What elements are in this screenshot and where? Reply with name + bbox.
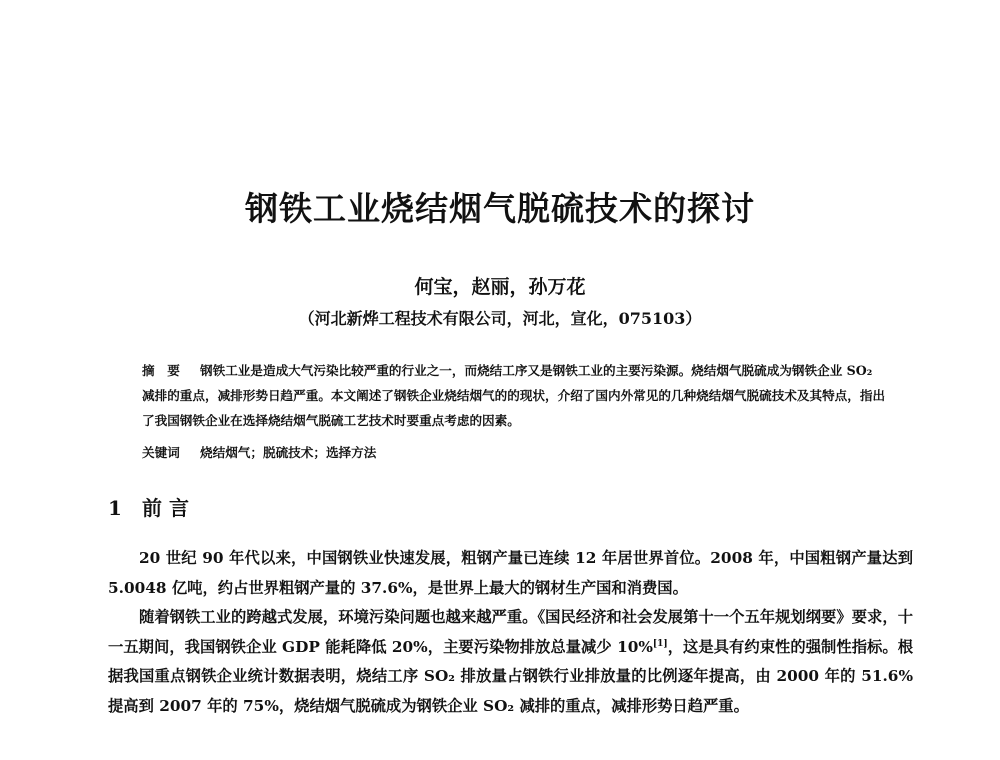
citation-ref: [1] [652, 638, 668, 649]
paragraph-2-part-1: 随着钢铁工业的跨越式发展，环境污染问题也越来越严重。《国民经济和社会发展第十一个五年规划纲要》要求，十一五期间，我国钢铁企业 GDP 能耗降低 20%，主要污染物排放总量减少 10% [108, 608, 913, 656]
paragraph-1: 20 世纪 90 年代以来，中国钢铁业快速发展，粗钢产量已连续 12 年居世界首位。2008 年，中国粗钢产量达到 5.0048 亿吨，约占世界粗钢产量的 37.6%，是世界上最大的钢材生产国和消费国。 [108, 549, 913, 597]
section-title: 前 言 [142, 496, 189, 520]
abstract-label: 摘 要 [142, 363, 180, 378]
keywords-label: 关键词 [142, 445, 180, 460]
abstract-text: 钢铁工业是造成大气污染比较严重的行业之一，而烧结工序又是钢铁工业的主要污染源。烧结烟气脱硫成为钢铁企业 SO₂ 减排的重点，减排形势日趋严重。本文阐述了钢铁企业烧结烟气的的现状，介绍了国内外常见的几种烧结烟气脱硫技术及其特点，指出了我国钢铁企业在选择烧结烟气脱硫工艺技术时要重点考虑的因素。 [142, 363, 886, 428]
paper-affiliation: （河北新烨工程技术有限公司，河北，宣化，075103） [298, 309, 702, 328]
paper-authors: 何宝，赵丽，孙万花 [414, 276, 586, 298]
body-text [108, 544, 913, 721]
keywords-text: 烧结烟气；脱硫技术；选择方法 [200, 445, 377, 460]
abstract [142, 358, 887, 433]
paper-title: 钢铁工业烧结烟气脱硫技术的探讨 [245, 189, 755, 228]
section-number: 1 [108, 496, 122, 520]
paragraph-2 [108, 603, 913, 721]
section-heading [108, 492, 189, 521]
paragraph-2-part-2: ，这是具有约束性的强制性指标。根据我国重点钢铁企业统计数据表明，烧结工序 SO₂ 排放量占钢铁行业排放量的比例逐年提高，由 2000 年的 51.6%提高到 2007 年的 75%，烧结烟气脱硫成为钢铁企业 SO₂ 减排的重点，减排形势日趋严重。 [108, 637, 913, 715]
keywords [142, 440, 887, 465]
